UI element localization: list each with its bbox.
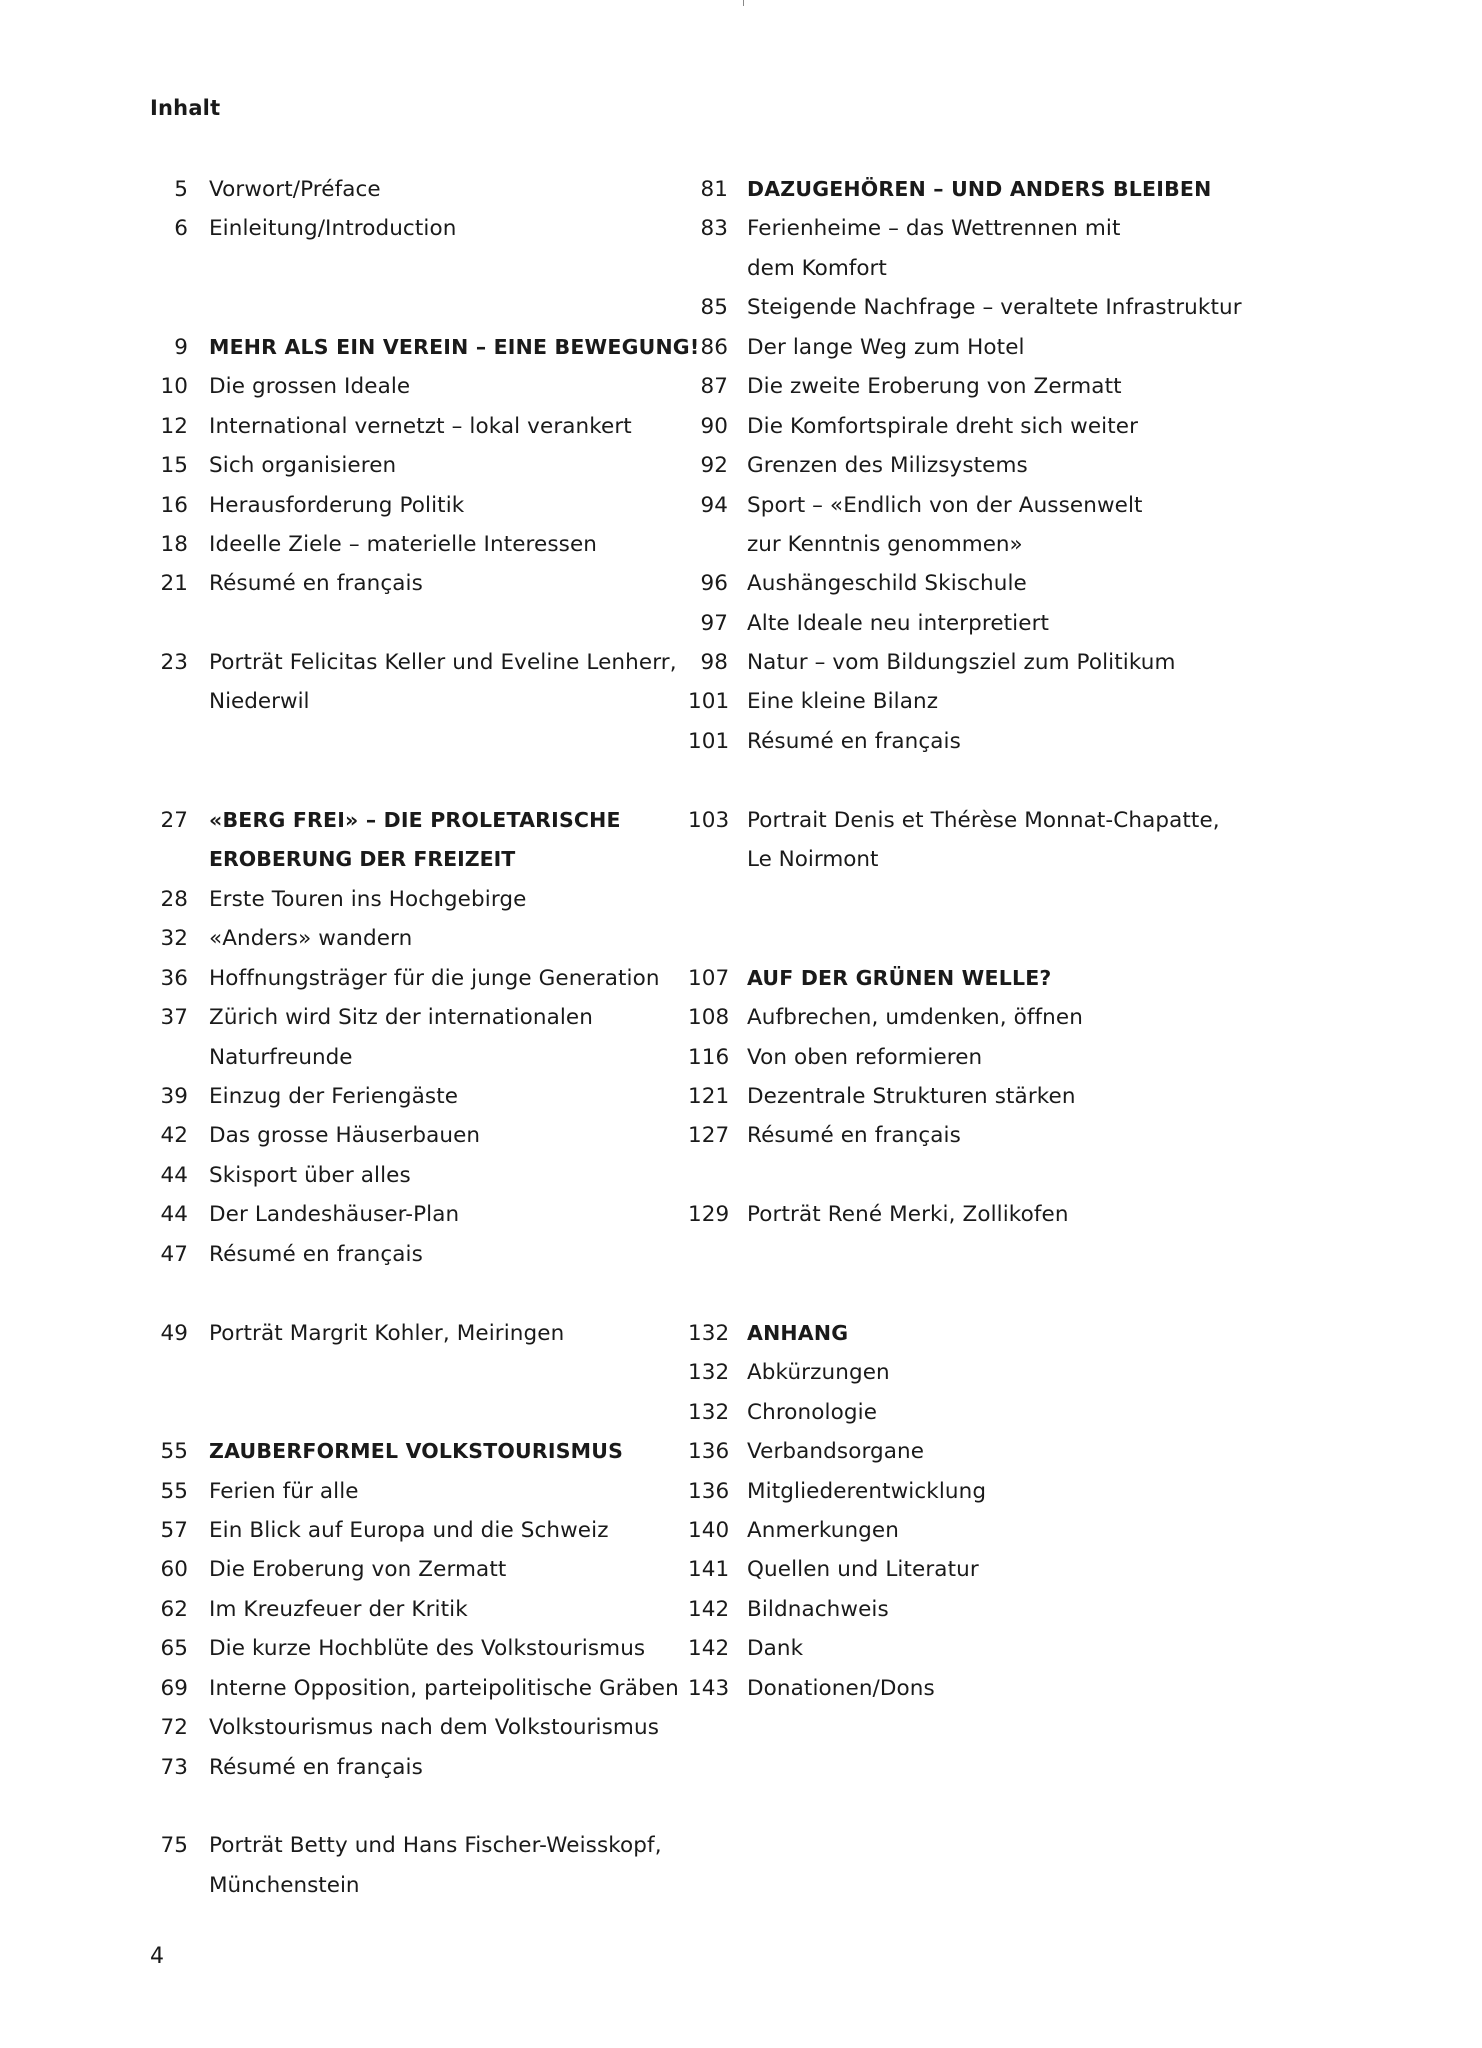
toc-page-number: 142: [688, 1636, 730, 1661]
toc-page-number: 21: [160, 571, 188, 596]
toc-title: «Anders» wandern: [209, 926, 413, 951]
toc-page-number: 141: [688, 1557, 730, 1582]
toc-page-number: 42: [160, 1123, 188, 1148]
toc-title: Vorwort/Préface: [209, 177, 381, 202]
toc-page-number: 108: [688, 1005, 730, 1030]
toc-title: Mitgliederentwicklung: [747, 1479, 987, 1504]
toc-title: International vernetzt – lokal verankert: [209, 414, 632, 439]
toc-title: Von oben reformieren: [747, 1045, 983, 1070]
toc-page-number: 140: [688, 1518, 730, 1543]
top-crop-mark: [743, 0, 744, 6]
toc-page-number: 132: [688, 1360, 730, 1385]
toc-title: Im Kreuzfeuer der Kritik: [209, 1597, 468, 1622]
toc-page-number: 12: [160, 414, 188, 439]
toc-title: Ideelle Ziele – materielle Interessen: [209, 532, 598, 557]
toc-page-number: 60: [160, 1557, 188, 1582]
toc-title: Erste Touren ins Hochgebirge: [209, 887, 527, 912]
toc-title: Der lange Weg zum Hotel: [747, 335, 1025, 360]
toc-title: Grenzen des Milizsystems: [747, 453, 1028, 478]
toc-page-number: 96: [700, 571, 728, 596]
toc-page-number: 132: [688, 1321, 730, 1346]
toc-page-number: 101: [688, 729, 730, 754]
toc-title: Porträt René Merki, Zollikofen: [747, 1202, 1069, 1227]
toc-title: Résumé en français: [209, 571, 423, 596]
toc-title: Die Komfortspirale dreht sich weiter: [747, 414, 1139, 439]
toc-page-number: 28: [160, 887, 188, 912]
toc-title: Volkstourismus nach dem Volkstourismus: [209, 1715, 659, 1740]
toc-page-number: 127: [688, 1123, 730, 1148]
toc-page-number: 6: [174, 216, 188, 241]
toc-title-continuation: EROBERUNG DER FREIZEIT: [209, 847, 516, 871]
toc-title: DAZUGEHÖREN – UND ANDERS BLEIBEN: [747, 177, 1212, 201]
toc-page-number: 98: [700, 650, 728, 675]
toc-page-number: 142: [688, 1597, 730, 1622]
toc-title: Eine kleine Bilanz: [747, 689, 939, 714]
toc-title-continuation: dem Komfort: [747, 256, 887, 281]
toc-title: MEHR ALS EIN VEREIN – EINE BEWEGUNG!: [209, 335, 700, 359]
toc-title: Das grosse Häuserbauen: [209, 1123, 481, 1148]
toc-title: Portrait Denis et Thérèse Monnat-Chapatte,: [747, 808, 1220, 833]
toc-page-number: 85: [700, 295, 728, 320]
toc-title: Die grossen Ideale: [209, 374, 411, 399]
toc-title: Einleitung/Introduction: [209, 216, 457, 241]
toc-page-number: 136: [688, 1439, 730, 1464]
toc-title: Die kurze Hochblüte des Volkstourismus: [209, 1636, 646, 1661]
toc-title: Die Eroberung von Zermatt: [209, 1557, 507, 1582]
toc-page-number: 18: [160, 532, 188, 557]
page-title: Inhalt: [150, 96, 221, 120]
toc-title: «BERG FREI» – DIE PROLETARISCHE: [209, 808, 621, 832]
toc-page-number: 57: [160, 1518, 188, 1543]
toc-page-number: 136: [688, 1479, 730, 1504]
toc-page-number: 107: [688, 966, 730, 991]
toc-page-number: 75: [160, 1833, 188, 1858]
toc-page-number: 87: [700, 374, 728, 399]
toc-page-number: 72: [160, 1715, 188, 1740]
toc-title: Résumé en français: [209, 1755, 423, 1780]
toc-page-number: 27: [160, 808, 188, 833]
toc-page-number: 9: [174, 335, 188, 360]
toc-page-number: 83: [700, 216, 728, 241]
toc-title: Sich organisieren: [209, 453, 397, 478]
toc-title: Skisport über alles: [209, 1163, 411, 1188]
toc-page-number: 23: [160, 650, 188, 675]
toc-title: Hoffnungsträger für die junge Generation: [209, 966, 660, 991]
toc-title: Porträt Betty und Hans Fischer-Weisskopf,: [209, 1833, 662, 1858]
toc-page-number: 103: [688, 808, 730, 833]
toc-title: Résumé en français: [747, 1123, 961, 1148]
toc-title: Interne Opposition, parteipolitische Gräben: [209, 1676, 679, 1701]
toc-page-number: 47: [160, 1242, 188, 1267]
toc-page-number: 15: [160, 453, 188, 478]
toc-title: Résumé en français: [747, 729, 961, 754]
toc-title-continuation: Münchenstein: [209, 1873, 360, 1898]
toc-title: Alte Ideale neu interpretiert: [747, 611, 1050, 636]
toc-title: Anmerkungen: [747, 1518, 899, 1543]
toc-title: Dezentrale Strukturen stärken: [747, 1084, 1076, 1109]
toc-page-number: 55: [160, 1439, 188, 1464]
toc-page-number: 5: [174, 177, 188, 202]
toc-page-number: 62: [160, 1597, 188, 1622]
toc-page-number: 36: [160, 966, 188, 991]
toc-title: Ferienheime – das Wettrennen mit: [747, 216, 1121, 241]
toc-title: Die zweite Eroberung von Zermatt: [747, 374, 1122, 399]
toc-page-number: 101: [688, 689, 730, 714]
toc-page-number: 69: [160, 1676, 188, 1701]
toc-title: Natur – vom Bildungsziel zum Politikum: [747, 650, 1176, 675]
toc-page-number: 90: [700, 414, 728, 439]
toc-page-number: 129: [688, 1202, 730, 1227]
toc-title: Chronologie: [747, 1400, 878, 1425]
toc-page-number: 94: [700, 493, 728, 518]
toc-page-number: 44: [160, 1163, 188, 1188]
toc-title: Porträt Margrit Kohler, Meiringen: [209, 1321, 565, 1346]
toc-page-number: 97: [700, 611, 728, 636]
toc-page-number: 143: [688, 1676, 730, 1701]
toc-title: Herausforderung Politik: [209, 493, 465, 518]
toc-page-number: 132: [688, 1400, 730, 1425]
toc-page-number: 92: [700, 453, 728, 478]
toc-title: Abkürzungen: [747, 1360, 890, 1385]
toc-title: Dank: [747, 1636, 804, 1661]
toc-title: Verbandsorgane: [747, 1439, 925, 1464]
toc-page-number: 44: [160, 1202, 188, 1227]
toc-title: Résumé en français: [209, 1242, 423, 1267]
toc-title: Sport – «Endlich von der Aussenwelt: [747, 493, 1143, 518]
toc-page-number: 55: [160, 1479, 188, 1504]
toc-title-continuation: Le Noirmont: [747, 847, 879, 872]
toc-title: Donationen/Dons: [747, 1676, 935, 1701]
toc-page-number: 65: [160, 1636, 188, 1661]
toc-page-number: 32: [160, 926, 188, 951]
toc-title-continuation: Niederwil: [209, 689, 310, 714]
toc-title-continuation: zur Kenntnis genommen»: [747, 532, 1023, 557]
toc-title-continuation: Naturfreunde: [209, 1045, 353, 1070]
toc-title: Zürich wird Sitz der internationalen: [209, 1005, 593, 1030]
toc-page-number: 73: [160, 1755, 188, 1780]
toc-title: Der Landeshäuser-Plan: [209, 1202, 460, 1227]
toc-page-number: 121: [688, 1084, 730, 1109]
toc-title: Bildnachweis: [747, 1597, 889, 1622]
toc-title: Aushängeschild Skischule: [747, 571, 1027, 596]
toc-page-number: 10: [160, 374, 188, 399]
toc-page-number: 81: [700, 177, 728, 202]
toc-page-number: 39: [160, 1084, 188, 1109]
toc-page-number: 86: [700, 335, 728, 360]
toc-page-number: 49: [160, 1321, 188, 1346]
toc-page-number: 37: [160, 1005, 188, 1030]
toc-title: Einzug der Feriengäste: [209, 1084, 459, 1109]
toc-title: ZAUBERFORMEL VOLKSTOURISMUS: [209, 1439, 624, 1463]
toc-page-number: 116: [688, 1045, 730, 1070]
page-number: 4: [150, 1944, 164, 1969]
toc-title: Steigende Nachfrage – veraltete Infrastruktur: [747, 295, 1242, 320]
toc-title: Porträt Felicitas Keller und Eveline Lenherr,: [209, 650, 677, 675]
toc-title: Aufbrechen, umdenken, öffnen: [747, 1005, 1083, 1030]
toc-title: Ferien für alle: [209, 1479, 359, 1504]
toc-page-number: 16: [160, 493, 188, 518]
toc-title: ANHANG: [747, 1321, 849, 1345]
toc-title: Quellen und Literatur: [747, 1557, 979, 1582]
toc-title: AUF DER GRÜNEN WELLE?: [747, 966, 1052, 990]
toc-title: Ein Blick auf Europa und die Schweiz: [209, 1518, 609, 1543]
